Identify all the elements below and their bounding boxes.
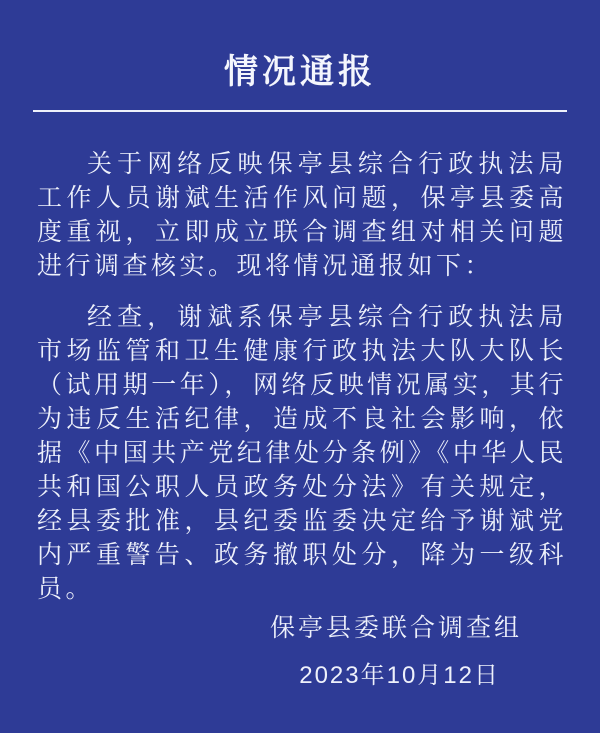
notice-paragraph-findings: 经查，谢斌系保亭县综合行政执法局市场监管和卫生健康行政执法大队大队长（试用期一年），网络反映情况属实，其行为违反生活纪律，造成不良社会影响，依据《中国共产党纪律处分条例》《中华人民共和国公职人员政务处分法》有关规定，经县委批准，县纪委监委决定给予谢斌党内严重警告、政务撤职处分，降为一级科员。	[37, 304, 567, 603]
date-text: 2023年10月12日	[299, 662, 500, 689]
notice-footer	[0, 608, 600, 690]
title-divider-line	[33, 110, 567, 112]
signature-text: 保亭县委联合调查组	[269, 615, 522, 642]
notice-body	[37, 148, 567, 607]
notice-title: 情况通报	[224, 54, 376, 91]
notice-paragraph-intro: 关于网络反映保亭县综合行政执法局工作人员谢斌生活作风问题，保亭县委高度重视，立即成立联合调查组对相关问题进行调查核实。现将情况通报如下：	[37, 151, 567, 280]
